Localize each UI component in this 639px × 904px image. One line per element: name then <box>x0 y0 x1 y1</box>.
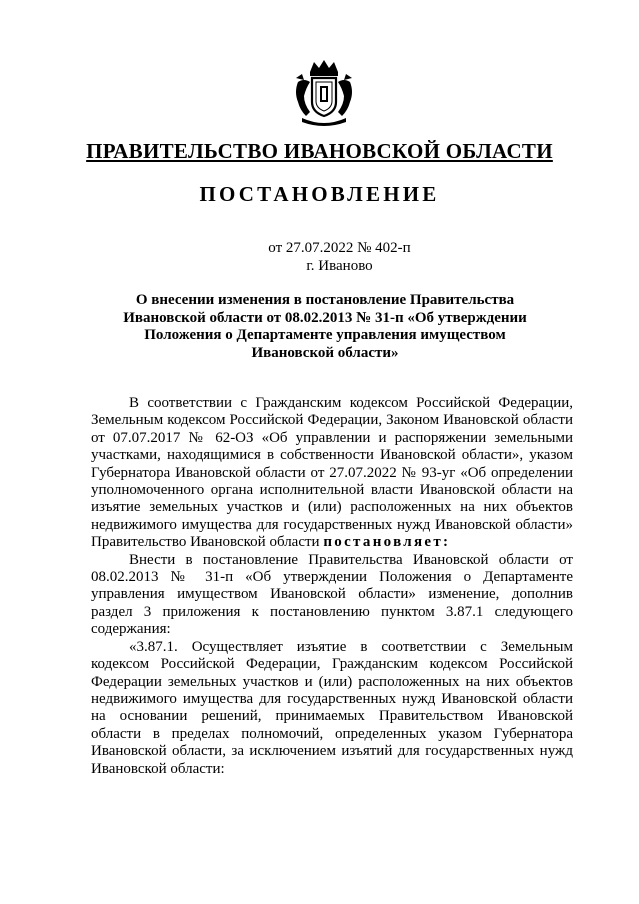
body-paragraph: «3.87.1. Осуществляет изъятие в соответствии с Земельным кодексом Российской Федерации, Гражданским кодексом Российской Федерации земельных участков и (или) расположенных на них объектов недвижимого имущества для государственных нужд Ивановской области на основании решений, принимаемых Правительством Ивановской области в пределах полномочий, определенных указом Губернатора Ивановской области, за исключением изъятий для государственных нужд Ивановской области: <box>91 638 573 777</box>
subject-line: О внесении изменения в постановление Правительства <box>135 292 515 308</box>
document-type: ПОСТАНОВЛЕНИЕ <box>199 182 440 206</box>
subject-line: Ивановской области от 08.02.2013 № 31-п «Об утверждении <box>123 309 527 326</box>
paragraph-text: В соответствии с Гражданским кодексом Российской Федерации, Земельным кодексом Российской Федерации, Законом Ивановской области от 07.07.2017 № 62-ОЗ «Об управлении и распоряжении земельными участками, находящимися в собственности Ивановской области», указом Губернатора Ивановской области от 27.07.2022 № 93-уг «Об определении уполномоченного органа исполнительной власти Ивановской области на изъятие земельных участков и (или) расположенных на них объектов недвижимого имущества для государственных нужд Ивановской области» Правительство Ивановской области <box>91 395 573 551</box>
subject-line: Положения о Департаменте управления имуществом <box>144 327 506 343</box>
subject-line: Ивановской области» <box>251 344 399 361</box>
document-subject <box>110 292 540 362</box>
document-body <box>91 395 573 778</box>
document-city: г. Иваново <box>306 258 373 274</box>
resolution-keyword: постановляет: <box>323 534 451 551</box>
organization-title: ПРАВИТЕЛЬСТВО ИВАНОВСКОЙ ОБЛАСТИ <box>86 139 553 163</box>
document-date-number: от 27.07.2022 № 402-п <box>268 240 411 256</box>
body-paragraph: Внести в постановление Правительства Ивановской области от 08.02.2013 № 31-п «Об утверждении Положения о Департаменте управления имуществом Ивановской области» изменение, дополнив раздел 3 приложения к постановлению пунктом 3.87.1 следующего содержания: <box>91 551 573 638</box>
body-paragraph <box>91 395 573 552</box>
coat-of-arms-icon <box>292 58 356 130</box>
